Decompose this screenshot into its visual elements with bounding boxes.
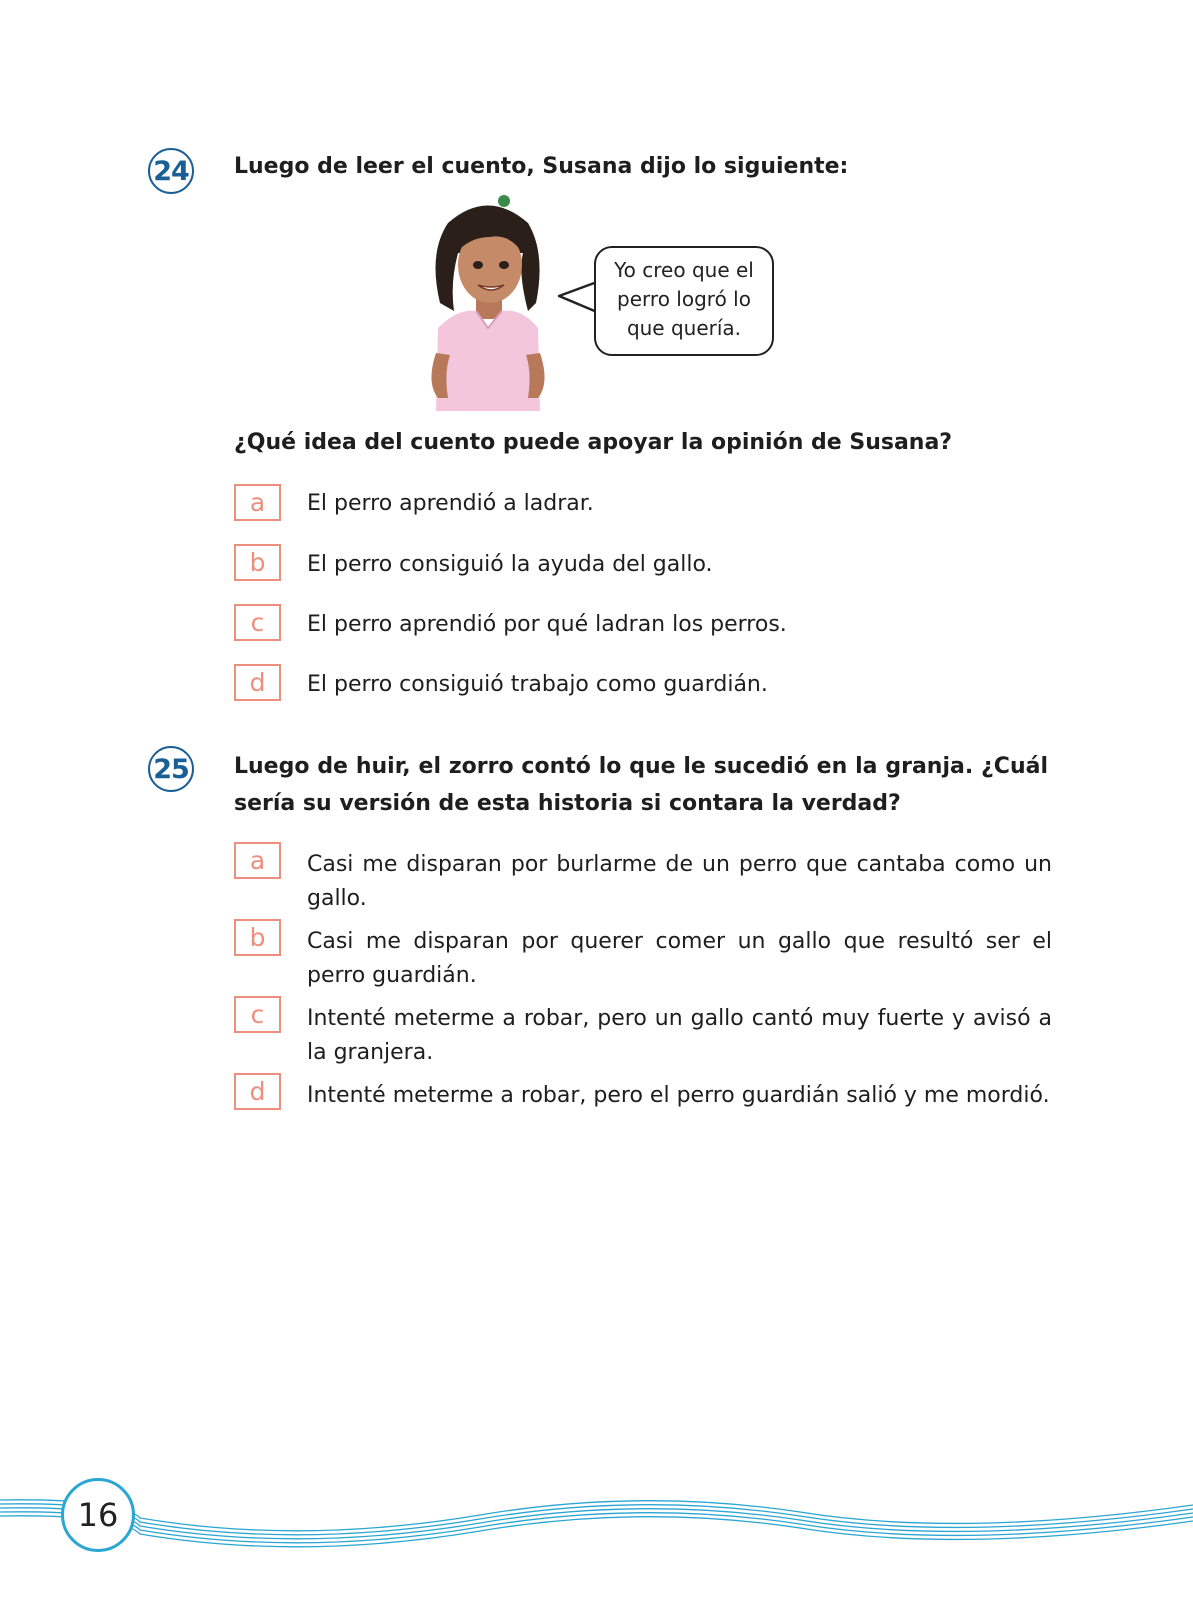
option-24-d-text: El perro consiguió trabajo como guardián. [307,672,768,697]
option-24-a-box[interactable]: a [234,484,281,521]
option-25-c-text: Intenté meterme a robar, pero un gallo cantó muy fuerte y avisó a la granjera. [307,1006,1052,1065]
speech-line-1: Yo creo que el [614,258,754,282]
option-25-a-box[interactable]: a [234,842,281,879]
speech-line-3: que quería. [626,316,742,340]
question-number-25: 25 [148,746,194,792]
option-25-d-text: Intenté meterme a robar, pero el perro guardián salió y me mordió. [307,1083,1050,1108]
question-number-24: 24 [148,148,194,194]
option-24-a-text: El perro aprendió a ladrar. [307,491,594,516]
option-24-d-box[interactable]: d [234,664,281,701]
option-25-c-box[interactable]: c [234,996,281,1033]
option-25-b-text: Casi me disparan por querer comer un gallo que resultó ser el perro guardián. [307,929,1052,988]
speech-bubble [594,246,774,356]
page-number: 16 [61,1478,135,1552]
footer-wave-decoration [0,1460,1193,1580]
speech-bubble-tail [557,278,599,318]
option-25-d-box[interactable]: d [234,1073,281,1110]
option-24-b-text: El perro consiguió la ayuda del gallo. [307,552,713,577]
speech-line-2: perro logró lo [617,287,751,311]
question-24-question: ¿Qué idea del cuento puede apoyar la opinión de Susana? [234,430,953,455]
option-24-c-text: El perro aprendió por qué ladran los perros. [307,612,787,637]
option-25-a-text: Casi me disparan por burlarme de un perro que cantaba como un gallo. [307,852,1052,911]
option-24-c-box[interactable]: c [234,604,281,641]
option-24-b-box[interactable]: b [234,544,281,581]
question-24-prompt: Luego de leer el cuento, Susana dijo lo siguiente: [234,154,849,179]
girl-illustration [418,193,558,411]
question-25-prompt: Luego de huir, el zorro contó lo que le sucedió en la granja. ¿Cuál sería su versión de esta historia si contara la verdad? [234,754,1048,816]
option-25-b-box[interactable]: b [234,919,281,956]
